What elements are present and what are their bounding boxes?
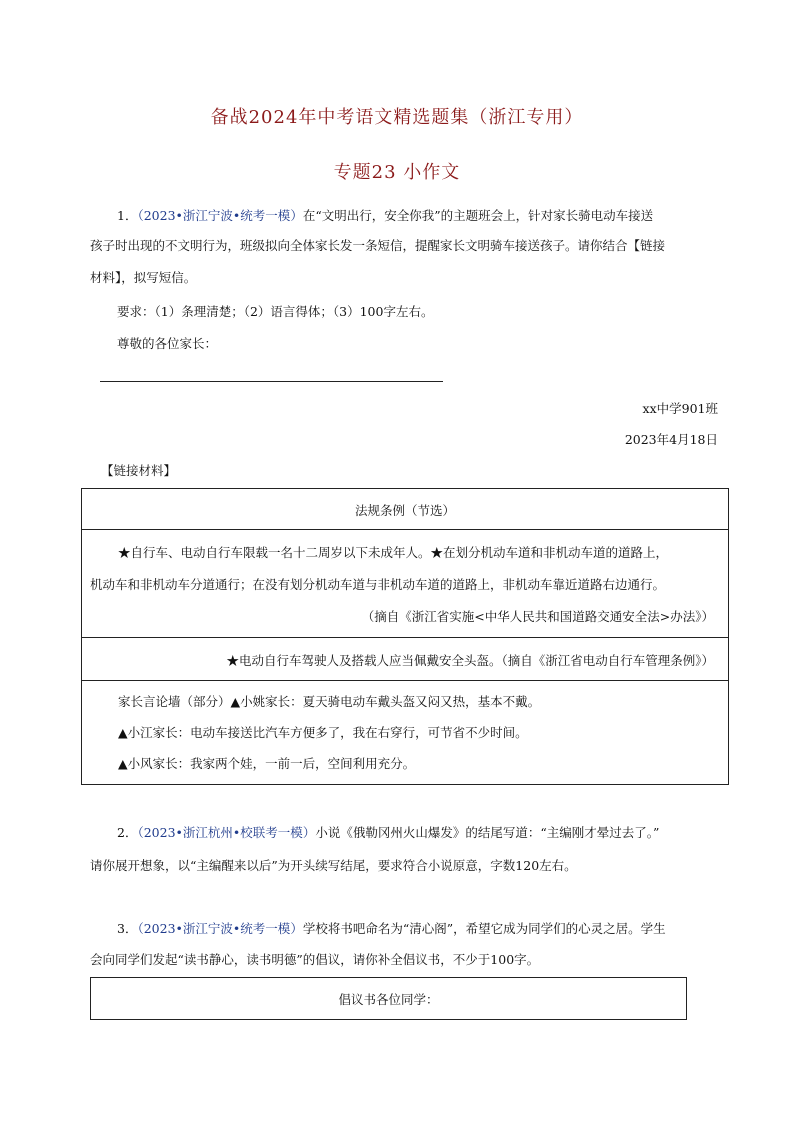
question-2-number: 2． [117, 825, 138, 840]
signature: xx中学901班 [642, 401, 718, 416]
question-2-line-1 [90, 818, 730, 848]
question-3-source: （2023•浙江宁波•统考一模） [137, 921, 303, 936]
question-3-number: 3． [117, 921, 138, 936]
table-header: 法规条例（节选） [354, 503, 455, 518]
table-row-forum [82, 681, 728, 786]
forum-line-2: ▲小江家长：电动车接送比汽车方便多了，我在右穿行，可节省不少时间。 [118, 725, 528, 740]
question-3-line-1 [90, 914, 730, 944]
forum-line-1: 家长言论墙（部分）▲小姚家长：夏天骑电动车戴头盔又闷又热，基本不戴。 [118, 694, 541, 709]
question-3-text: 学校将书吧命名为“清心阁”，希望它成为同学们的心灵之居。学生 [302, 921, 666, 936]
question-2-line-2: 请你展开想象，以“主编醒来以后”为开头续写结尾，要求符合小说原意，字数120左右。 [90, 858, 577, 873]
question-1-source: （2023•浙江宁波•统考一模） [137, 208, 303, 223]
material-table [81, 488, 729, 785]
proposal-box-text: 倡议书各位同学： [338, 991, 439, 1007]
question-1-requirement: 要求：（1）条理清楚；（2）语言得体；（3）100字左右。 [117, 304, 434, 319]
rule-1-line-2: 机动车和非机动车分道通行；在没有划分机动车道与非机动车道的道路上，非机动车靠近道路右边通行。 [90, 577, 666, 592]
proposal-box [90, 977, 687, 1020]
question-1-line-1 [90, 201, 730, 231]
question-1-line-3: 材料】，拟写短信。 [90, 270, 197, 285]
question-1-greeting: 尊敬的各位家长： [117, 336, 218, 351]
question-2-text: 小说《俄勒冈州火山爆发》的结尾写道：“主编刚才晕过去了。” [315, 825, 660, 840]
answer-line [100, 381, 443, 382]
page-subtitle: 专题23 小作文 [333, 162, 461, 183]
date: 2023年4月18日 [624, 432, 718, 447]
table-header-row [82, 489, 728, 530]
question-1-text: 在“文明出行，安全你我”的主题班会上，针对家长骑电动车接送 [302, 208, 654, 223]
question-2-source: （2023•浙江杭州•校联考一模） [137, 825, 316, 840]
forum-line-3: ▲小风家长：我家两个娃，一前一后，空间利用充分。 [118, 756, 416, 771]
table-row-helmet [82, 638, 728, 681]
question-1-line-2: 孩子时出现的不文明行为，班级拟向全体家长发一条短信，提醒家长文明骑车接送孩子。请你结合【链接 [90, 238, 666, 253]
material-label: 【链接材料】 [101, 463, 177, 478]
table-row-rules [82, 530, 728, 638]
rule-2: ★电动自行车驾驶人及搭载人应当佩戴安全头盔。（摘自《浙江省电动自行车管理条例》） [226, 653, 714, 668]
page-title: 备战2024年中考语文精选题集（浙江专用） [210, 107, 584, 128]
rule-1-line-1: ★自行车、电动自行车限载一名十二周岁以下未成年人。★在划分机动车道和非机动车道的道路上， [118, 545, 669, 560]
question-3-line-2: 会向同学们发起“读书静心，读书明德”的倡议，请你补全倡议书，不少于100字。 [90, 952, 540, 967]
question-1-number: 1． [117, 208, 138, 223]
rule-1-source: （摘自《浙江省实施<中华人民共和国道路交通安全法>办法》） [361, 609, 714, 624]
